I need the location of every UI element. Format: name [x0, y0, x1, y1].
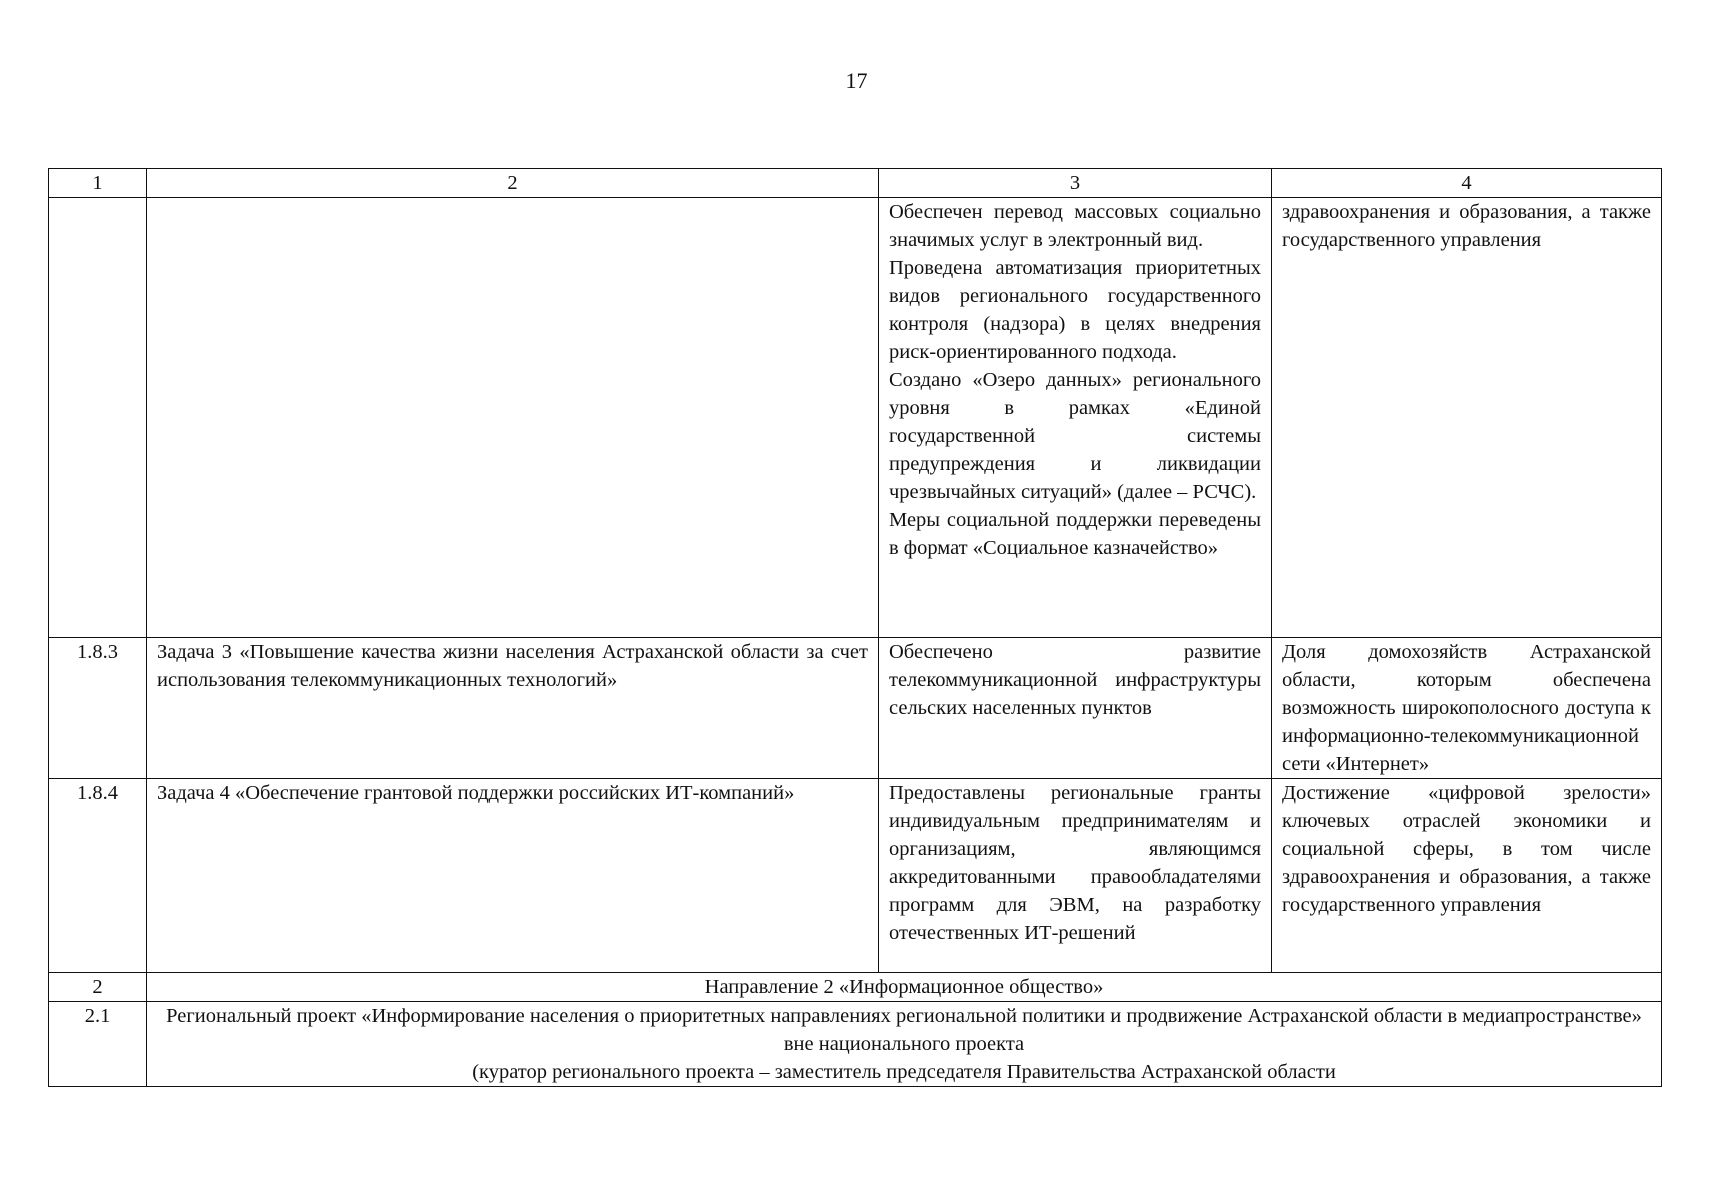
indicator-cell: здравоохранения и образования, а также государственного управления	[1272, 198, 1662, 638]
result-text: Обеспечен перевод массовых социально значимых услуг в электронный вид.	[889, 201, 1261, 251]
result-text: Предоставлены региональные гранты индивидуальным предпринимателям и организациям, являющимся аккредитованными правообладателями программ для ЭВМ, на разработку отечественных ИТ-решений	[889, 782, 1261, 944]
row-number: 1.8.4	[49, 779, 147, 973]
measures-table	[48, 168, 1662, 1087]
column-number-1: 1	[49, 169, 147, 198]
project-curator: (куратор регионального проекта – заместитель председателя Правительства Астраханской области	[472, 1061, 1336, 1083]
column-number-row	[49, 169, 1662, 198]
table-row-1-8-3	[49, 638, 1662, 779]
result-text: Обеспечено развитие телекоммуникационной инфраструктуры сельских населенных пунктов	[889, 641, 1261, 719]
result-text: Проведена автоматизация приоритетных видов регионального государственного контроля (надзора) в целях внедрения риск-ориентированного подхода.	[889, 257, 1261, 363]
direction-number: 2	[49, 973, 147, 1002]
indicator-cell: Доля домохозяйств Астраханской области, которым обеспечена возможность широкополосного доступа к информационно-телекоммуникационной сети «Интернет»	[1272, 638, 1662, 779]
direction-row	[49, 973, 1662, 1002]
result-text: Меры социальной поддержки переведены в формат «Социальное казначейство»	[889, 509, 1261, 559]
indicator-cell: Достижение «цифровой зрелости» ключевых отраслей экономики и социальной сферы, в том числе здравоохранения и образования, а также государственного управления	[1272, 779, 1662, 973]
row-number: 1.8.3	[49, 638, 147, 779]
results-cell	[879, 779, 1272, 973]
column-number-3: 3	[879, 169, 1272, 198]
project-title-cell	[147, 1002, 1662, 1087]
project-title: Региональный проект «Информирование населения о приоритетных направлениях региональной политики и продвижение Астраханской области в медиапространстве» вне национального проекта	[166, 1005, 1642, 1055]
direction-title: Направление 2 «Информационное общество»	[147, 973, 1662, 1002]
row-number	[49, 198, 147, 638]
table-row-1-8-4	[49, 779, 1662, 973]
table-row-continuation	[49, 198, 1662, 638]
result-text: Создано «Озеро данных» регионального уровня в рамках «Единой государственной системы предупреждения и ликвидации чрезвычайных ситуаций» (далее – РСЧС).	[889, 369, 1261, 503]
project-row	[49, 1002, 1662, 1087]
task-cell	[147, 198, 879, 638]
task-cell: Задача 3 «Повышение качества жизни населения Астраханской области за счет использования телекоммуникационных технологий»	[147, 638, 879, 779]
results-cell	[879, 638, 1272, 779]
column-number-4: 4	[1272, 169, 1662, 198]
task-cell: Задача 4 «Обеспечение грантовой поддержки российских ИТ-компаний»	[147, 779, 879, 973]
project-number: 2.1	[49, 1002, 147, 1087]
results-cell	[879, 198, 1272, 638]
page-number: 17	[845, 68, 868, 93]
column-number-2: 2	[147, 169, 879, 198]
